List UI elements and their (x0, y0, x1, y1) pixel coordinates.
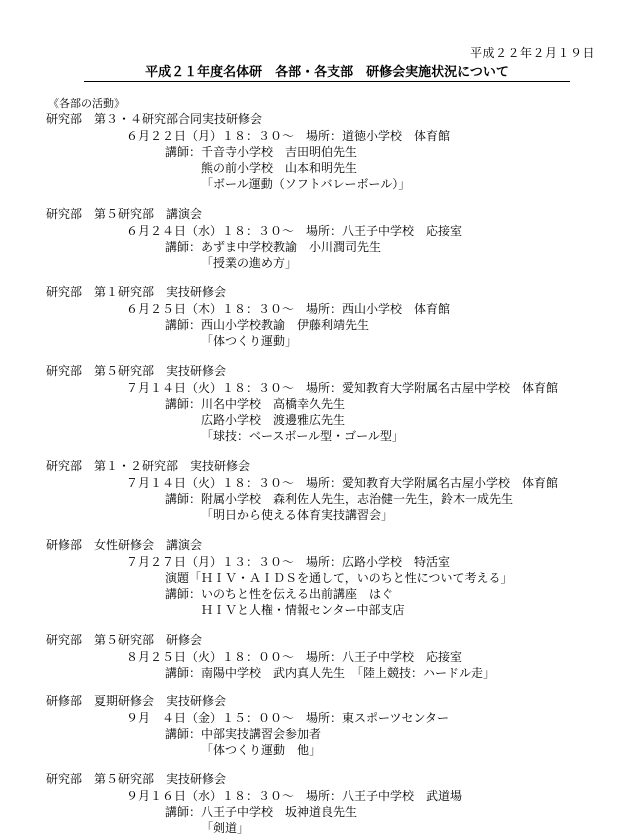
entry-schedule: ６月２２日（月）１８：３０～ 場所：道徳小学校 体育館 (126, 129, 451, 143)
entry-topic: 「ボール運動（ソフトバレーボール）」 (201, 177, 411, 191)
entry-schedule: ６月２５日（木）１８：３０～ 場所：西山小学校 体育館 (126, 302, 451, 316)
entry-topic: 「球技：ベースボール型・ゴール型」 (201, 429, 404, 443)
document-title: 平成２１年度名体研 各部・各支部 研修会実施状況について (84, 61, 570, 82)
entry-schedule: ７月１４日（火）１８：３０～ 場所：愛知教育大学附属名古屋中学校 体育館 (126, 381, 559, 395)
entry-topic: 「明日から使える体育実技講習会」 (201, 508, 394, 522)
entry-schedule: ６月２４日（水）１８：３０～ 場所：八王子中学校 応接室 (126, 224, 463, 238)
entry-heading: 研修部 女性研修会 講演会 (46, 538, 203, 552)
entry-heading: 研修部 夏期研修会 実技研修会 (46, 694, 227, 708)
entry-topic: 「授業の進め方」 (201, 256, 298, 270)
entry-lecturer: 講師：中部実技講習会参加者 (165, 727, 322, 741)
section-heading: 《各部の活動》 (48, 97, 125, 110)
entry-heading: 研究部 第１研究部 実技研修会 (46, 285, 227, 299)
entry-schedule: ７月２７日（月）１３：３０～ 場所：広路小学校 特活室 (126, 555, 451, 569)
entry-lecturer: 講師：いのちと性を伝える出前講座 はぐ (165, 587, 394, 601)
entry-topic: 「剣道」 (201, 821, 250, 835)
entry-lecturer-2: 熊の前小学校 山本和明先生 (201, 161, 358, 175)
entry-lecturer: 講師：八王子中学校 坂神道良先生 (165, 805, 358, 819)
entry-heading: 研究部 第５研究部 講演会 (46, 207, 203, 221)
entry-heading: 研究部 第３・４研究部合同実技研修会 (46, 112, 263, 126)
entry-lecturer-org: ＨＩＶと人権・情報センター中部支店 (201, 603, 405, 617)
entry-theme: 演題「ＨＩＶ・ＡＩＤＳを通して，いのちと性について考える」 (165, 571, 513, 585)
entry-lecturer: 講師：附属小学校 森利佐人先生，志治健一先生，鈴木一成先生 (165, 492, 514, 506)
entry-lecturer-2: 広路小学校 渡邊雅広先生 (201, 413, 346, 427)
entry-heading: 研究部 第１・２研究部 実技研修会 (46, 459, 251, 473)
entry-topic: 「体つくり運動 他」 (201, 743, 322, 757)
entry-schedule: ７月１４日（火）１８：３０～ 場所：愛知教育大学附属名古屋小学校 体育館 (126, 476, 559, 490)
entry-heading: 研究部 第５研究部 実技研修会 (46, 364, 227, 378)
entry-schedule: ９月１６日（水）１８：３０～ 場所：八王子中学校 武道場 (126, 789, 463, 803)
entry-heading: 研究部 第５研究部 実技研修会 (46, 772, 227, 786)
entry-lecturer: 講師：千音寺小学校 吉田明伯先生 (165, 145, 358, 159)
entry-lecturer: 講師：南陽中学校 武内真人先生 「陸上競技：ハードル走」 (165, 666, 496, 680)
entry-lecturer: 講師：西山小学校教諭 伊藤利靖先生 (165, 318, 370, 332)
entry-schedule: ９月 ４日（金）１５：００～ 場所：東スポーツセンター (126, 711, 450, 725)
entry-lecturer: 講師：川名中学校 高橋幸久先生 (165, 397, 346, 411)
entry-topic: 「体つくり運動」 (201, 334, 298, 348)
entry-schedule: ８月２５日（火）１８：００～ 場所：八王子中学校 応接室 (126, 650, 463, 664)
entry-lecturer: 講師：あずま中学校教諭 小川潤司先生 (165, 240, 382, 254)
document-date: 平成２２年２月１９日 (469, 46, 595, 60)
entry-heading: 研究部 第５研究部 研修会 (46, 633, 203, 647)
